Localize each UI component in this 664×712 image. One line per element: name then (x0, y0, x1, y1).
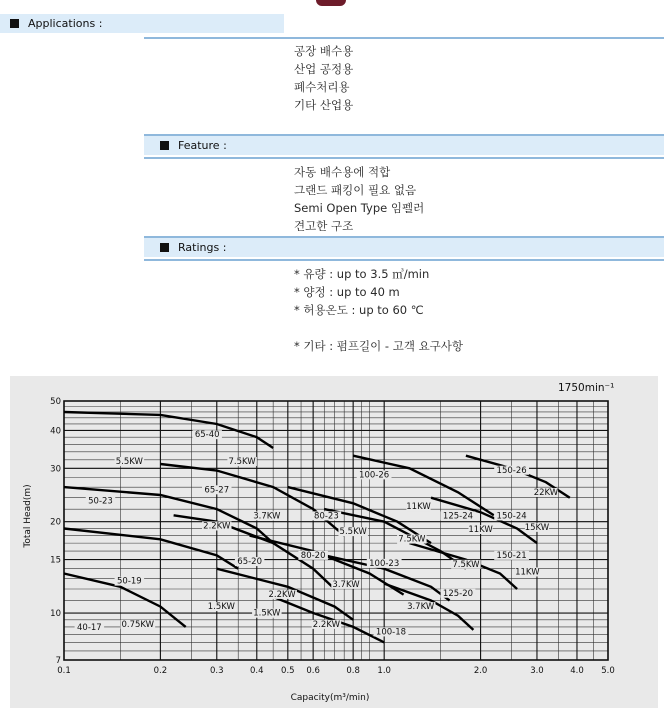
chart-annotation: 100-18 (375, 627, 407, 638)
y-axis-label: Total Head(m) (23, 484, 33, 548)
chart-annotation: 1.5KW (253, 608, 281, 619)
x-tick-label: 0.1 (57, 666, 71, 676)
ratings-list (294, 265, 463, 355)
y-tick-label: 15 (50, 555, 61, 566)
chart-annotation: 15KW (524, 522, 550, 533)
chart-annotation: 40-17 (77, 622, 102, 633)
feature-list (294, 163, 424, 235)
x-axis-label: Capacity(m³/min) (290, 693, 370, 703)
chart-annotation: 150-21 (496, 550, 527, 561)
chart-annotation: 65-40 (194, 430, 220, 441)
x-tick-label: 2.0 (473, 666, 488, 676)
chart-annotation: 11KW (515, 567, 540, 578)
feature-heading (144, 136, 664, 155)
chart-annotation: 50-23 (88, 496, 113, 507)
y-tick-label: 20 (50, 517, 61, 528)
chart-annotation: 22KW (533, 487, 559, 498)
x-tick-label: 0.6 (306, 666, 320, 676)
square-bullet-icon (10, 19, 19, 28)
chart-annotation: 1.5KW (207, 602, 235, 613)
y-tick-label: 7 (55, 656, 61, 666)
list-item: 기타 산업용 (294, 98, 354, 112)
chart-annotation: 7.5KW (228, 456, 256, 467)
applications-heading-text: Applications : (28, 17, 103, 30)
speed-label: 1750min⁻¹ (558, 382, 615, 394)
square-bullet-icon (160, 243, 169, 252)
x-tick-label: 0.3 (210, 666, 224, 676)
list-item (294, 319, 463, 337)
performance-chart-svg (10, 376, 658, 708)
list-item: * 기타 : 펌프길이 - 고객 요구사항 (294, 339, 464, 353)
chart-annotation: 3.7KW (407, 602, 435, 613)
chart-annotation: 0.75KW (121, 619, 155, 630)
chart-annotation: 150-26 (496, 465, 527, 476)
y-tick-label: 10 (50, 609, 61, 620)
y-tick-label: 40 (50, 426, 61, 437)
chart-annotation: 3.7KW (332, 579, 360, 590)
x-tick-label: 3.0 (530, 666, 544, 676)
list-item: 산업 공정용 (294, 62, 354, 76)
chart-annotation: 100-23 (369, 558, 400, 569)
applications-heading (0, 14, 284, 33)
list-item: 견고한 구조 (294, 219, 354, 233)
ratings-heading (144, 238, 664, 257)
chart-annotation: 7.5KW (398, 534, 426, 545)
x-tick-label: 1.0 (377, 666, 391, 676)
chart-annotation: 2.2KW (312, 619, 341, 630)
chart-annotation: 150-24 (496, 511, 527, 522)
chart-annotation: 50-19 (117, 576, 142, 587)
y-tick-label: 30 (50, 464, 61, 475)
list-item: 공장 배수용 (294, 44, 354, 58)
applications-rule (144, 37, 664, 39)
chart-annotation: 65-20 (237, 557, 262, 568)
list-item: 그랜드 패킹이 필요 없음 (294, 183, 417, 197)
list-item: * 유량 : up to 3.5 ㎥/min (294, 267, 430, 281)
chart-annotation: 5.5KW (115, 456, 143, 467)
list-item: Semi Open Type 임펠러 (294, 201, 425, 215)
x-tick-label: 0.2 (153, 666, 168, 676)
feature-heading-text: Feature : (178, 139, 227, 152)
chart-annotation: 5.5KW (339, 527, 367, 538)
feature-rule-bottom (144, 157, 664, 159)
list-item: * 양정 : up to 40 m (294, 285, 400, 299)
x-tick-label: 0.8 (346, 666, 360, 676)
ratings-rule-bottom (144, 259, 664, 261)
chart-annotation: 100-26 (359, 470, 390, 481)
x-tick-label: 4.0 (570, 666, 584, 676)
list-item: 폐수처리용 (294, 80, 350, 94)
performance-chart (10, 376, 658, 708)
chart-annotation: 11KW (406, 502, 431, 513)
chart-annotation: 3.7KW (253, 511, 281, 522)
chart-annotation: 125-24 (442, 511, 474, 522)
chart-annotation: 7.5KW (452, 559, 480, 570)
list-item: 자동 배수용에 적합 (294, 165, 391, 179)
chart-annotation: 80-23 (314, 511, 339, 522)
ratings-heading-text: Ratings : (178, 241, 227, 254)
x-tick-label: 0.5 (281, 666, 295, 676)
chart-annotation: 65-27 (204, 485, 230, 496)
chart-annotation: 11KW (468, 524, 493, 535)
logo-fragment (316, 0, 346, 6)
x-tick-label: 5.0 (601, 666, 615, 676)
chart-annotation: 2.2KW (203, 521, 231, 532)
chart-annotation: 80-20 (300, 550, 326, 561)
square-bullet-icon (160, 141, 169, 150)
x-tick-label: 0.4 (250, 666, 264, 676)
y-tick-label: 50 (50, 397, 61, 407)
applications-list (294, 42, 353, 114)
chart-annotation: 2.2KW (268, 589, 296, 600)
chart-annotation: 125-20 (442, 588, 474, 599)
list-item: * 허용온도 : up to 60 ℃ (294, 303, 424, 317)
